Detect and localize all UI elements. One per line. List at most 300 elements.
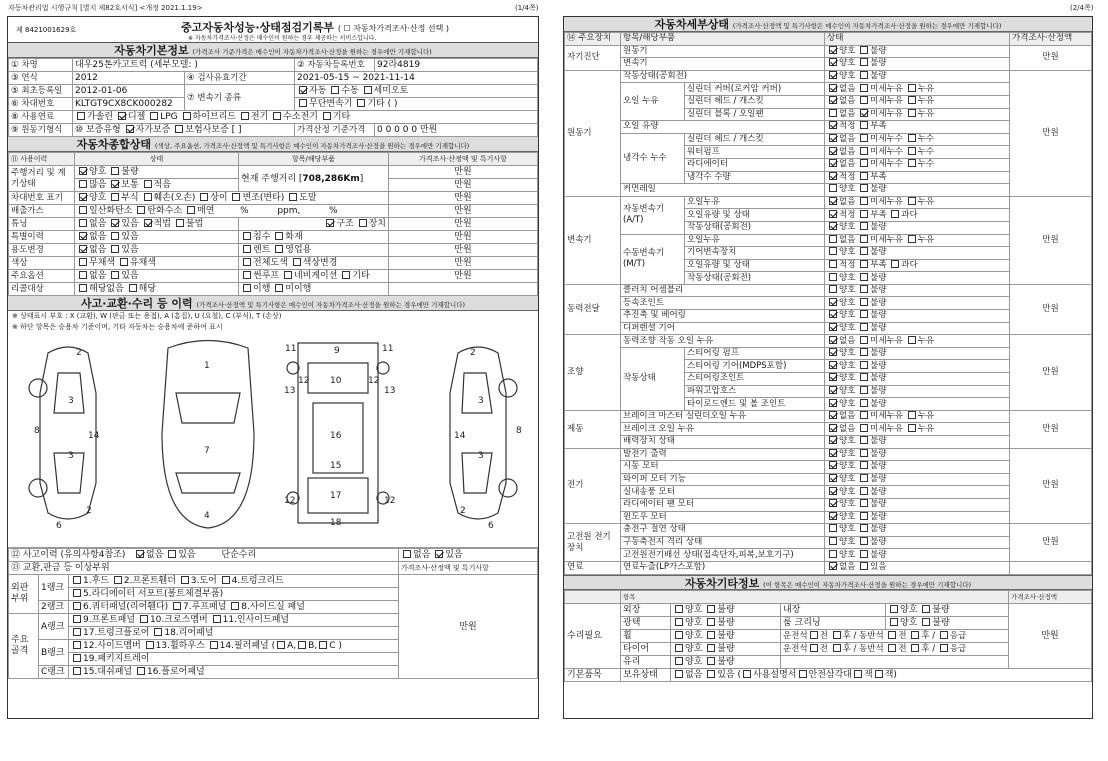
rear-glass	[176, 473, 240, 493]
rb-pillar: 14.필러패널 (	[219, 641, 276, 651]
detail-part: 오일유량 및 상태	[685, 209, 825, 222]
checkbox-fire[interactable]	[275, 232, 283, 240]
checkbox-sp-yes[interactable]	[111, 232, 119, 240]
checkbox-odo-few[interactable]	[144, 180, 152, 188]
status-checkbox[interactable]	[829, 373, 837, 381]
status-checkbox[interactable]	[908, 134, 916, 142]
checkbox-rb-a[interactable]	[277, 641, 285, 649]
checkbox-hc[interactable]	[137, 206, 145, 214]
checkbox-wh-front[interactable]	[810, 631, 818, 639]
checkbox-rc-0[interactable]	[73, 667, 81, 675]
fuel-opts	[73, 111, 538, 124]
wheel-seat	[781, 629, 1009, 642]
checkbox-r1-2[interactable]	[181, 576, 189, 584]
em-pct: %	[240, 206, 249, 216]
checkbox-wh-good[interactable]	[675, 631, 683, 639]
status-checkbox[interactable]	[829, 436, 837, 444]
status-checkbox[interactable]	[829, 58, 837, 66]
status-checkbox[interactable]	[829, 537, 837, 545]
checkbox-us-yes[interactable]	[111, 245, 119, 253]
status-checkbox[interactable]	[829, 260, 837, 268]
checkbox-gasoline[interactable]	[77, 112, 85, 120]
checkbox-recall-notdone[interactable]	[275, 284, 283, 292]
status-checkbox[interactable]	[860, 310, 868, 318]
checkbox-semi[interactable]	[364, 86, 372, 94]
status-checkbox[interactable]	[908, 147, 916, 155]
checkbox-recall-na[interactable]	[79, 284, 87, 292]
device-group: 원동기	[565, 70, 621, 196]
checkbox-simple-no[interactable]	[403, 550, 411, 558]
status-checkbox[interactable]	[860, 285, 868, 293]
vin-damage: 훼손(오손)	[153, 193, 196, 203]
status-checkbox[interactable]	[829, 184, 837, 192]
checkbox-rm-good[interactable]	[890, 618, 898, 626]
vehicle-name: 대우25톤카고트럭 (세부모델: )	[73, 59, 295, 72]
status-checkbox[interactable]	[860, 436, 868, 444]
status-checkbox[interactable]	[829, 348, 837, 356]
status-checkbox[interactable]	[860, 46, 868, 54]
checkbox-recall-yes[interactable]	[129, 284, 137, 292]
status-checkbox[interactable]	[860, 247, 868, 255]
checkbox-r2-2[interactable]	[231, 602, 239, 610]
checkbox-ti-front2[interactable]	[888, 644, 896, 652]
status-checkbox[interactable]	[860, 336, 868, 344]
status-checkbox[interactable]	[829, 524, 837, 532]
svg-text:15: 15	[330, 461, 342, 471]
status-checkbox[interactable]	[829, 310, 837, 318]
detail-item: 추진축 및 베어링	[621, 310, 825, 323]
checkbox-tune-device[interactable]	[359, 219, 367, 227]
checkbox-cvt[interactable]	[299, 99, 307, 107]
status-checkbox[interactable]	[908, 197, 916, 205]
checkbox-us-no[interactable]	[79, 245, 87, 253]
checkbox-rc-1[interactable]	[137, 667, 145, 675]
tuning-opts	[75, 218, 239, 231]
status-checkbox[interactable]	[860, 298, 868, 306]
basic-heading: 자동차기본정보	[114, 44, 189, 57]
status-checkbox[interactable]	[860, 487, 868, 495]
status-checkbox[interactable]	[860, 512, 868, 520]
status-checkbox[interactable]	[860, 537, 868, 545]
wh-front2: 전	[898, 630, 907, 641]
op-no: 없음	[89, 271, 107, 281]
checkbox-ra-0[interactable]	[73, 615, 81, 623]
status-checkbox[interactable]	[829, 159, 837, 167]
tune-legal: 적법	[153, 219, 171, 229]
status-checkbox[interactable]	[829, 399, 837, 407]
checkbox-tune-yes[interactable]	[111, 219, 119, 227]
svg-text:2: 2	[86, 506, 92, 516]
checkbox-ra-4[interactable]	[154, 628, 162, 636]
status-checkbox[interactable]	[860, 373, 868, 381]
checkbox-flood[interactable]	[243, 232, 251, 240]
status-option: 적정	[839, 259, 856, 270]
windshield	[176, 393, 240, 423]
checkbox-auto[interactable]	[299, 86, 307, 94]
checkbox-fuel-other[interactable]	[323, 112, 331, 120]
status-checkbox[interactable]	[829, 487, 837, 495]
status-checkbox[interactable]	[860, 399, 868, 407]
status-checkbox[interactable]	[860, 449, 868, 457]
fuel-label: ⑧ 사용연료	[9, 111, 73, 124]
checkbox-business[interactable]	[275, 245, 283, 253]
checkbox-opt-yes[interactable]	[111, 271, 119, 279]
detail-price: 만원	[1010, 410, 1092, 448]
year-label: ③ 연식	[9, 72, 73, 85]
status-checkbox[interactable]	[829, 210, 837, 218]
status-option: 누유	[917, 335, 935, 346]
status-checkbox[interactable]	[860, 71, 868, 79]
int-good: 양호	[900, 604, 918, 615]
checkbox-wh-rear2[interactable]	[911, 631, 919, 639]
status-checkbox[interactable]	[829, 172, 837, 180]
checkbox-ra-2[interactable]	[213, 615, 221, 623]
status-checkbox[interactable]	[860, 260, 868, 268]
int-bad: 불량	[932, 604, 950, 615]
status-checkbox[interactable]	[829, 499, 837, 507]
checkbox-odo-many[interactable]	[79, 180, 87, 188]
checkbox-jack-2[interactable]	[875, 670, 883, 678]
checkbox-hist-yes[interactable]	[168, 550, 176, 558]
status-checkbox[interactable]	[908, 336, 916, 344]
item-exterior: 외장	[621, 603, 671, 616]
checkbox-ext-bad[interactable]	[707, 605, 715, 613]
option-opts	[75, 270, 239, 283]
col-fullpaint: 전체도색	[253, 258, 288, 268]
status-checkbox[interactable]	[829, 550, 837, 558]
detail-price: 만원	[1010, 448, 1092, 524]
status-checkbox[interactable]	[891, 260, 899, 268]
detail-subgroup: 수동변속기 (M/T)	[621, 234, 685, 284]
checkbox-r1-0[interactable]	[73, 576, 81, 584]
status-checkbox[interactable]	[908, 235, 916, 243]
checkbox-vin-damage[interactable]	[144, 193, 152, 201]
status-checkbox[interactable]	[860, 172, 868, 180]
checkbox-r2-0[interactable]	[73, 602, 81, 610]
svg-text:14: 14	[454, 431, 466, 441]
status-checkbox[interactable]	[829, 121, 837, 129]
checkbox-r1-4[interactable]	[73, 589, 81, 597]
wheel-opts	[671, 629, 781, 642]
checkbox-vin-altered[interactable]	[232, 193, 240, 201]
status-checkbox[interactable]	[860, 273, 868, 281]
detail-item: 동력조향 작동 오일 누유	[621, 335, 825, 348]
checkbox-tune-struct[interactable]	[326, 219, 334, 227]
col-change: 색상변경	[302, 258, 338, 268]
status-option: 양호	[839, 549, 856, 560]
checkbox-ti-front[interactable]	[810, 644, 818, 652]
status-checkbox[interactable]	[860, 134, 868, 142]
status-checkbox[interactable]	[829, 84, 837, 92]
status-checkbox[interactable]	[860, 499, 868, 507]
checkbox-self-warranty[interactable]	[126, 125, 134, 133]
status-checkbox[interactable]	[829, 461, 837, 469]
checkbox-rent[interactable]	[243, 245, 251, 253]
checkbox-opt-no[interactable]	[79, 271, 87, 279]
status-option: 불량	[870, 474, 887, 485]
checkbox-opt-other[interactable]	[342, 271, 350, 279]
right-window-rear	[462, 453, 492, 493]
checkbox-ti-good[interactable]	[675, 644, 683, 652]
status-checkbox[interactable]	[829, 247, 837, 255]
checkbox-rb-c[interactable]	[319, 641, 327, 649]
checkbox-recall-done[interactable]	[243, 284, 251, 292]
checkbox-wh-rear[interactable]	[833, 631, 841, 639]
checkbox-hydrogen[interactable]	[273, 112, 281, 120]
status-checkbox[interactable]	[860, 524, 868, 532]
status-option: 없음	[839, 423, 856, 434]
detail-status	[825, 284, 1010, 297]
svg-text:12: 12	[384, 496, 396, 506]
status-checkbox[interactable]	[829, 96, 837, 104]
checkbox-simple-yes[interactable]	[435, 550, 443, 558]
tune-struct: 구조	[336, 219, 354, 229]
status-option: 양호	[839, 385, 856, 396]
vin-good: 양호	[89, 193, 107, 203]
checkbox-ti-emergency[interactable]	[940, 644, 948, 652]
detail-status	[825, 461, 1010, 474]
checkbox-hist-no[interactable]	[136, 550, 144, 558]
status-checkbox[interactable]	[860, 550, 868, 558]
status-checkbox[interactable]	[908, 424, 916, 432]
status-checkbox[interactable]	[829, 424, 837, 432]
status-checkbox[interactable]	[860, 210, 868, 218]
checkbox-manual-book[interactable]	[743, 670, 751, 678]
status-checkbox[interactable]	[860, 109, 868, 117]
frame-wheel-1	[287, 362, 299, 374]
ti-bad: 불량	[717, 643, 735, 654]
status-checkbox[interactable]	[860, 184, 868, 192]
ra-line-2	[69, 627, 399, 640]
status-checkbox[interactable]	[860, 323, 868, 331]
status-checkbox[interactable]	[829, 222, 837, 230]
status-checkbox[interactable]	[860, 84, 868, 92]
checkbox-sp-no[interactable]	[79, 232, 87, 240]
detail-item: 윈도우 모터	[621, 511, 825, 524]
checkbox-electric[interactable]	[241, 112, 249, 120]
checkbox-vin-good[interactable]	[79, 193, 87, 201]
checkbox-vin-paint[interactable]	[289, 193, 297, 201]
status-checkbox[interactable]	[829, 474, 837, 482]
sp-yes: 있음	[121, 232, 139, 242]
checkbox-ra-1[interactable]	[140, 615, 148, 623]
status-checkbox[interactable]	[829, 336, 837, 344]
status-checkbox[interactable]	[860, 197, 868, 205]
checkbox-rb-0[interactable]	[73, 641, 81, 649]
status-checkbox[interactable]	[860, 58, 868, 66]
sp-flood: 침수	[253, 232, 271, 242]
status-checkbox[interactable]	[860, 159, 868, 167]
status-checkbox[interactable]	[860, 562, 868, 570]
fuel-diesel: 디젤	[127, 112, 146, 122]
checkbox-wh-bad[interactable]	[707, 631, 715, 639]
status-checkbox[interactable]	[860, 424, 868, 432]
page-1	[7, 16, 539, 719]
checkbox-r1-1[interactable]	[114, 576, 122, 584]
checkbox-achromatic[interactable]	[79, 258, 87, 266]
checkbox-smoke[interactable]	[187, 206, 195, 214]
em-hc: 탄화수소	[147, 206, 183, 216]
status-checkbox[interactable]	[860, 235, 868, 243]
section-basic-info	[8, 43, 538, 58]
op-navi: 네비게이션	[293, 271, 338, 281]
checkbox-ti-rear2[interactable]	[911, 644, 919, 652]
device-group: 자기진단	[565, 45, 621, 70]
col-device: ⑭ 주요장치	[565, 33, 621, 46]
detail-status	[825, 561, 1010, 574]
r1-fender: 2.프론트휀더	[123, 576, 176, 586]
status-checkbox[interactable]	[908, 109, 916, 117]
checkbox-full-paint[interactable]	[243, 258, 251, 266]
checkbox-ext-good[interactable]	[675, 605, 683, 613]
checkbox-odo-normal[interactable]	[111, 180, 119, 188]
status-checkbox[interactable]	[829, 386, 837, 394]
rm-bad: 불량	[932, 617, 950, 628]
parts-label: ⑬ 교환,판금 등 이상부위	[9, 562, 399, 575]
status-option: 양호	[839, 360, 856, 371]
status-checkbox[interactable]	[829, 46, 837, 54]
status-checkbox[interactable]	[860, 222, 868, 230]
device-group: 연료	[565, 561, 621, 574]
status-checkbox[interactable]	[908, 96, 916, 104]
status-checkbox[interactable]	[908, 411, 916, 419]
checkbox-jack[interactable]	[854, 670, 862, 678]
checkbox-gs-good[interactable]	[675, 657, 683, 665]
checkbox-int-good[interactable]	[890, 605, 898, 613]
status-checkbox[interactable]	[829, 197, 837, 205]
checkbox-tune-no[interactable]	[79, 219, 87, 227]
detail-row	[565, 335, 1092, 348]
status-checkbox[interactable]	[829, 71, 837, 79]
checkbox-co[interactable]	[79, 206, 87, 214]
col-status: 상태	[825, 33, 1010, 46]
detail-status	[825, 108, 1010, 121]
status-checkbox[interactable]	[860, 411, 868, 419]
status-checkbox[interactable]	[860, 348, 868, 356]
engine-type-label: ⑨ 원동기형식	[9, 124, 73, 137]
checkbox-odo-bad[interactable]	[111, 167, 119, 175]
checkbox-rb-1[interactable]	[146, 641, 154, 649]
other-price: 만원	[1009, 603, 1092, 668]
status-checkbox[interactable]	[829, 235, 837, 243]
checkbox-color-change[interactable]	[293, 258, 301, 266]
status-option: 양호	[839, 499, 856, 510]
status-checkbox[interactable]	[829, 323, 837, 331]
checkbox-diesel[interactable]	[118, 112, 126, 120]
status-checkbox[interactable]	[860, 474, 868, 482]
opt-other: 기타 ( )	[367, 99, 398, 109]
detail-item: 커먼레일	[621, 184, 825, 197]
detail-status	[825, 448, 1010, 461]
checkbox-manual[interactable]	[331, 86, 339, 94]
status-checkbox[interactable]	[829, 562, 837, 570]
checkbox-other[interactable]	[357, 99, 365, 107]
checkbox-wh-emergency[interactable]	[940, 631, 948, 639]
status-checkbox[interactable]	[860, 96, 868, 104]
checkbox-gs-bad[interactable]	[707, 657, 715, 665]
detail-status	[825, 45, 1010, 58]
checkbox-r2-1[interactable]	[173, 602, 181, 610]
status-checkbox[interactable]	[829, 109, 837, 117]
status-checkbox[interactable]	[829, 411, 837, 419]
em-smoke: 매연	[197, 206, 215, 216]
detail-row	[565, 45, 1092, 58]
status-checkbox[interactable]	[829, 134, 837, 142]
status-checkbox[interactable]	[860, 121, 868, 129]
checkbox-rb-6[interactable]	[73, 654, 81, 662]
detail-subgroup: 자동변속기 (A/T)	[621, 196, 685, 234]
checkbox-gl-bad[interactable]	[707, 618, 715, 626]
svg-text:4: 4	[204, 511, 210, 521]
checkbox-chromatic[interactable]	[120, 258, 128, 266]
status-checkbox[interactable]	[829, 273, 837, 281]
svg-text:8: 8	[516, 426, 522, 436]
status-checkbox[interactable]	[829, 147, 837, 155]
checkbox-own-no[interactable]	[675, 670, 683, 678]
checkbox-rm-bad[interactable]	[922, 618, 930, 626]
checkbox-ra-3[interactable]	[73, 628, 81, 636]
status-checkbox[interactable]	[829, 298, 837, 306]
status-checkbox[interactable]	[860, 147, 868, 155]
svg-text:18: 18	[330, 518, 342, 528]
parts-price: 만원	[399, 575, 538, 679]
status-option: 적정	[839, 171, 856, 182]
status-checkbox[interactable]	[829, 285, 837, 293]
checkbox-rb-b[interactable]	[298, 641, 306, 649]
status-checkbox[interactable]	[860, 386, 868, 394]
checkbox-triangle[interactable]	[799, 670, 807, 678]
checkbox-int-bad[interactable]	[922, 605, 930, 613]
device-group: 제동	[565, 410, 621, 448]
status-checkbox[interactable]	[829, 512, 837, 520]
status-checkbox[interactable]	[829, 361, 837, 369]
checkbox-vin-rust[interactable]	[111, 193, 119, 201]
status-checkbox[interactable]	[829, 449, 837, 457]
checkbox-sunroof[interactable]	[243, 271, 251, 279]
status-checkbox[interactable]	[908, 84, 916, 92]
wh-emergency: 응급	[949, 630, 967, 641]
checkbox-tune-legal[interactable]	[144, 219, 152, 227]
status-option: 누유	[917, 423, 935, 434]
checkbox-ti-rear[interactable]	[833, 644, 841, 652]
odo-many: 많음	[89, 180, 107, 190]
checkbox-navi[interactable]	[284, 271, 292, 279]
status-option: 부족	[870, 209, 887, 220]
checkbox-vin-diff[interactable]	[200, 193, 208, 201]
ti-front2: 전	[898, 643, 907, 654]
checkbox-rb-2[interactable]	[210, 641, 218, 649]
special-opts	[75, 231, 239, 244]
status-checkbox[interactable]	[860, 361, 868, 369]
wh-front: 전	[819, 630, 828, 641]
checkbox-ti-bad[interactable]	[707, 644, 715, 652]
checkbox-wh-front2[interactable]	[888, 631, 896, 639]
status-checkbox[interactable]	[860, 461, 868, 469]
checkbox-insurer-warranty[interactable]	[175, 125, 183, 133]
recall-label: 리콜대상	[9, 283, 75, 296]
checkbox-lpg[interactable]	[150, 112, 158, 120]
checkbox-hybrid[interactable]	[183, 112, 191, 120]
checkbox-own-yes[interactable]	[707, 670, 715, 678]
status-checkbox[interactable]	[908, 159, 916, 167]
checkbox-r1-3[interactable]	[222, 576, 230, 584]
basic-info-table	[8, 58, 538, 137]
exterior-opts	[671, 603, 781, 616]
checkbox-odo-good[interactable]	[79, 167, 87, 175]
status-checkbox[interactable]	[891, 210, 899, 218]
checkbox-tune-illegal[interactable]	[176, 219, 184, 227]
checkbox-gl-good[interactable]	[675, 618, 683, 626]
